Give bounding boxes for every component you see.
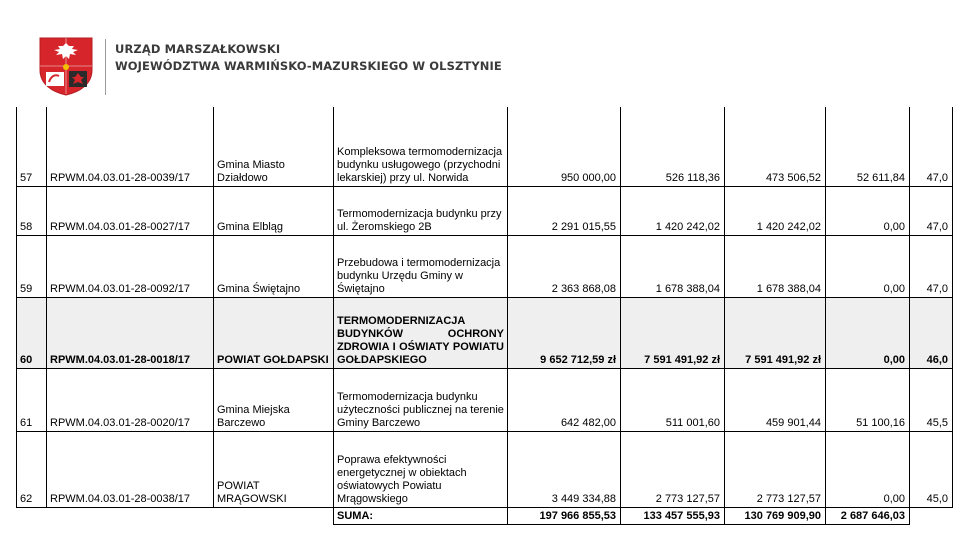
row-own-contribution: 0,00 xyxy=(826,186,910,235)
row-cofinancing: 7 591 491,92 zł xyxy=(725,297,826,368)
row-own-contribution: 51 100,16 xyxy=(826,368,910,431)
row-project-title: Poprawa efektywności energetycznej w obiektach oświatowych Powiatu Mrągowskiego xyxy=(334,431,508,507)
row-points: 46,0 xyxy=(910,297,953,368)
table-row xyxy=(17,431,953,507)
row-eligible-cost: 1 420 242,02 xyxy=(621,186,725,235)
row-eligible-cost: 1 678 388,04 xyxy=(621,235,725,297)
sum-row xyxy=(17,507,953,524)
row-own-contribution: 0,00 xyxy=(826,235,910,297)
row-lp: 59 xyxy=(17,235,47,297)
row-cofinancing: 1 678 388,04 xyxy=(725,235,826,297)
table-row xyxy=(17,107,953,186)
table-row xyxy=(17,368,953,431)
row-project-number: RPWM.04.03.01-28-0038/17 xyxy=(47,431,214,507)
row-points: 47,0 xyxy=(910,235,953,297)
row-lp: 61 xyxy=(17,368,47,431)
row-cofinancing: 473 506,52 xyxy=(725,107,826,186)
row-project-number: RPWM.04.03.01-28-0018/17 xyxy=(47,297,214,368)
row-beneficiary: POWIAT GOŁDAPSKI xyxy=(214,297,334,368)
row-project-title: Termomodernizacja budynku użyteczności publicznej na terenie Gminy Barczewo xyxy=(334,368,508,431)
row-points: 47,0 xyxy=(910,186,953,235)
row-beneficiary: Gmina Miasto Działdowo xyxy=(214,107,334,186)
row-beneficiary: Gmina Świętajno xyxy=(214,235,334,297)
office-name-line2: WOJEWÓDZTWA WARMIŃSKO-MAZURSKIEGO W OLSZTYNIE xyxy=(115,59,502,73)
row-lp: 58 xyxy=(17,186,47,235)
row-total-value: 642 482,00 xyxy=(508,368,621,431)
sum-spacer xyxy=(17,507,47,524)
row-own-contribution: 52 611,84 xyxy=(826,107,910,186)
row-beneficiary: Gmina Miejska Barczewo xyxy=(214,368,334,431)
sum-spacer xyxy=(214,507,334,524)
row-points: 45,5 xyxy=(910,368,953,431)
row-project-title: Kompleksowa termomodernizacja budynku usługowego (przychodni lekarskiej) przy ul. Norwida xyxy=(334,107,508,186)
row-eligible-cost: 2 773 127,57 xyxy=(621,431,725,507)
sum-label: SUMA: xyxy=(334,507,508,524)
row-cofinancing: 2 773 127,57 xyxy=(725,431,826,507)
row-cofinancing: 1 420 242,02 xyxy=(725,186,826,235)
row-total-value: 9 652 712,59 zł xyxy=(508,297,621,368)
row-total-value: 3 449 334,88 xyxy=(508,431,621,507)
row-total-value: 950 000,00 xyxy=(508,107,621,186)
row-project-number: RPWM.04.03.01-28-0027/17 xyxy=(47,186,214,235)
row-eligible-cost: 526 118,36 xyxy=(621,107,725,186)
table-row xyxy=(17,235,953,297)
row-own-contribution: 0,00 xyxy=(826,297,910,368)
sum-own-contribution: 2 687 646,03 xyxy=(826,507,910,524)
row-project-title: Termomodernizacja budynku przy ul. Żeromskiego 2B xyxy=(334,186,508,235)
row-lp: 60 xyxy=(17,297,47,368)
row-points: 47,0 xyxy=(910,107,953,186)
ranking-table xyxy=(16,107,953,525)
sum-eligible-cost: 133 457 555,93 xyxy=(621,507,725,524)
row-beneficiary: POWIAT MRĄGOWSKI xyxy=(214,431,334,507)
table-row-highlighted xyxy=(17,297,953,368)
row-eligible-cost: 511 001,60 xyxy=(621,368,725,431)
header-divider xyxy=(105,39,106,95)
row-cofinancing: 459 901,44 xyxy=(725,368,826,431)
row-total-value: 2 363 868,08 xyxy=(508,235,621,297)
table-row xyxy=(17,186,953,235)
row-project-number: RPWM.04.03.01-28-0020/17 xyxy=(47,368,214,431)
sum-spacer xyxy=(910,507,953,524)
page-header xyxy=(38,36,502,98)
row-project-number: RPWM.04.03.01-28-0039/17 xyxy=(47,107,214,186)
row-own-contribution: 0,00 xyxy=(826,431,910,507)
row-lp: 62 xyxy=(17,431,47,507)
sum-spacer xyxy=(47,507,214,524)
sum-total-value: 197 966 855,53 xyxy=(508,507,621,524)
coat-of-arms-icon xyxy=(38,36,94,96)
office-name xyxy=(115,41,502,75)
row-beneficiary: Gmina Elbląg xyxy=(214,186,334,235)
row-lp: 57 xyxy=(17,107,47,186)
row-eligible-cost: 7 591 491,92 zł xyxy=(621,297,725,368)
row-points: 45,0 xyxy=(910,431,953,507)
row-project-title: Przebudowa i termomodernizacja budynku Urzędu Gminy w Świętajno xyxy=(334,235,508,297)
office-name-line1: URZĄD MARSZAŁKOWSKI xyxy=(115,42,281,56)
sum-cofinancing: 130 769 909,90 xyxy=(725,507,826,524)
row-total-value: 2 291 015,55 xyxy=(508,186,621,235)
row-project-number: RPWM.04.03.01-28-0092/17 xyxy=(47,235,214,297)
row-project-title: TERMOMODERNIZACJA BUDYNKÓW OCHRONY ZDROWIA I OŚWIATY POWIATU GOŁDAPSKIEGO xyxy=(334,297,508,368)
